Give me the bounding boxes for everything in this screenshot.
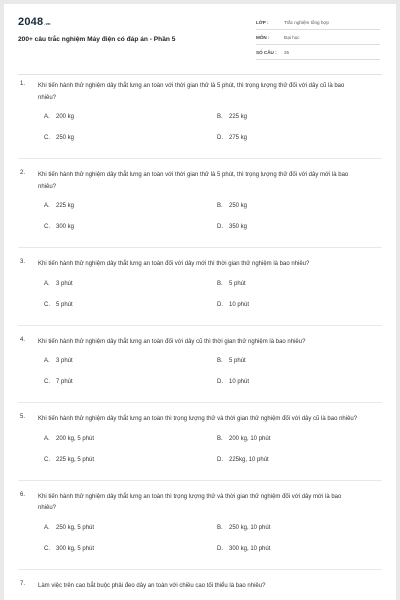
meta-value: Đại học — [284, 35, 300, 40]
option-text: 225kg, 10 phút — [229, 456, 269, 463]
question-text: Khi tiến hành thử nghiệm dây thắt lưng an toàn thì trọng lượng thử và thời gian thử nghiệm đối với dây mới là bao nhiêu? — [38, 493, 342, 511]
option-text: 3 phút — [56, 358, 73, 364]
question-item — [4, 81, 396, 159]
option-letter: D. — [217, 224, 223, 230]
option-letter: C. — [44, 456, 50, 463]
option-b[interactable] — [217, 436, 270, 442]
question-item — [4, 492, 396, 570]
option-letter: B. — [217, 435, 223, 442]
option-text: 225 kg — [229, 114, 248, 120]
option-letter: B. — [217, 524, 223, 531]
answer-options — [4, 436, 396, 480]
option-text: 5 phút — [229, 358, 246, 364]
logo-suffix: .vn — [44, 21, 51, 26]
option-letter: D. — [217, 135, 223, 141]
option-c[interactable] — [44, 302, 73, 308]
option-b[interactable] — [217, 114, 247, 120]
option-a[interactable] — [44, 525, 94, 531]
option-d[interactable] — [217, 546, 270, 552]
meta-value: 25 — [284, 50, 290, 55]
question-text: Làm việc trên cao bắt buộc phải đeo dây an toàn với chiều cao tối thiểu là bao nhiêu? — [38, 582, 266, 589]
option-text: 10 phút — [229, 379, 250, 385]
option-letter: D. — [217, 456, 223, 463]
option-a[interactable] — [44, 114, 74, 120]
question-number: 1. — [20, 81, 26, 87]
option-a[interactable] — [44, 203, 74, 209]
answer-options — [4, 358, 396, 402]
option-letter: A. — [44, 524, 50, 531]
option-text: 7 phút — [56, 379, 73, 385]
question-number: 5. — [20, 414, 26, 420]
question-item — [4, 170, 396, 248]
meta-label: LỚP : — [256, 20, 269, 25]
option-c[interactable] — [44, 546, 94, 552]
option-letter: A. — [44, 203, 50, 209]
option-letter: B. — [217, 203, 223, 209]
meta-value: Trắc nghiệm tổng hợp — [284, 20, 329, 25]
option-text: 200 kg, 5 phút — [56, 435, 95, 442]
option-text: 225 kg, 5 phút — [56, 456, 95, 463]
option-text: 350 kg — [229, 224, 248, 230]
question-list — [4, 81, 396, 592]
option-text: 300 kg, 5 phút — [56, 545, 95, 552]
option-letter: C. — [44, 301, 50, 308]
option-text: 3 phút — [56, 280, 73, 287]
question-number: 4. — [20, 336, 26, 343]
question-number: 2. — [20, 170, 26, 176]
option-letter: D. — [217, 301, 223, 308]
question-divider — [18, 247, 382, 248]
option-letter: C. — [44, 379, 50, 385]
option-letter: D. — [217, 379, 223, 385]
site-logo[interactable] — [18, 16, 51, 28]
option-c[interactable] — [44, 457, 94, 463]
question-number: 7. — [20, 580, 26, 587]
meta-row-subject — [256, 33, 380, 45]
worksheet-page — [4, 4, 396, 600]
option-c[interactable] — [44, 224, 74, 230]
logo-text: 2048 — [18, 16, 44, 28]
question-text: Khi tiến hành thử nghiệm dây thắt lưng an toàn đối với dây mới thì thời gian thử nghiệm là bao nhiêu? — [38, 261, 310, 267]
question-number: 3. — [20, 259, 26, 265]
question-text: Khi tiến hành thử nghiệm dây thắt lưng an toàn với thời gian thử là 5 phút, thì trọng lượng thử đối với dây cũ là bao nhiêu? — [38, 83, 345, 101]
option-d[interactable] — [217, 135, 247, 141]
question-text: Khi tiến hành thử nghiệm dây thắt lưng an toàn với thời gian thử là 5 phút, thì trọng lượng thử đối với dây mới là bao nhiêu? — [38, 172, 349, 190]
option-text: 300 kg — [56, 224, 75, 230]
question-item — [4, 259, 396, 326]
option-b[interactable] — [217, 281, 246, 287]
option-letter: C. — [44, 224, 50, 230]
option-text: 10 phút — [229, 301, 250, 308]
option-letter: B. — [217, 280, 223, 287]
option-text: 250 kg — [229, 203, 248, 209]
option-d[interactable] — [217, 379, 249, 385]
answer-options — [4, 281, 396, 325]
question-divider — [18, 325, 382, 326]
option-letter: B. — [217, 114, 223, 120]
question-divider — [18, 480, 382, 481]
answer-options — [4, 203, 396, 247]
option-letter: A. — [44, 114, 50, 120]
option-c[interactable] — [44, 135, 74, 141]
option-letter: B. — [217, 358, 223, 364]
meta-info — [256, 18, 380, 63]
option-letter: C. — [44, 135, 50, 141]
question-number: 6. — [20, 491, 26, 498]
option-text: 250 kg, 10 phút — [229, 524, 271, 531]
option-letter: A. — [44, 358, 50, 364]
option-a[interactable] — [44, 281, 73, 287]
option-letter: A. — [44, 280, 50, 287]
option-c[interactable] — [44, 379, 73, 385]
question-divider — [18, 158, 382, 159]
option-a[interactable] — [44, 436, 94, 442]
option-letter: A. — [44, 435, 50, 442]
option-text: 250 kg, 5 phút — [56, 524, 95, 531]
option-letter: C. — [44, 545, 50, 552]
meta-row-count — [256, 48, 380, 60]
document-title: 200+ câu trắc nghiệm Máy điện có đáp án - Phần 5 — [18, 36, 176, 43]
option-b[interactable] — [217, 203, 247, 209]
option-letter: D. — [217, 545, 223, 552]
option-text: 5 phút — [56, 301, 73, 308]
option-d[interactable] — [217, 302, 249, 308]
meta-label: SỐ CÂU : — [256, 50, 277, 55]
option-b[interactable] — [217, 358, 246, 364]
option-text: 5 phút — [229, 280, 246, 287]
option-d[interactable] — [217, 457, 269, 463]
option-text: 250 kg — [56, 135, 75, 141]
meta-row-class — [256, 18, 380, 30]
option-d[interactable] — [217, 224, 247, 230]
question-item — [4, 337, 396, 404]
header-divider — [18, 74, 382, 75]
answer-options — [4, 525, 396, 569]
question-text: Khi tiến hành thử nghiệm dây thắt lưng an toàn thì trọng lượng thử và thời gian thử nghiệm đối với dây cũ là bao nhiêu? — [38, 416, 358, 422]
answer-options — [4, 114, 396, 158]
question-item — [4, 414, 396, 481]
question-text: Khi tiến hành thử nghiệm dây thắt lưng an toàn đối với dây cũ thì thời gian thử nghiệm là bao nhiêu? — [38, 338, 306, 345]
option-text: 275 kg — [229, 135, 248, 141]
page-header — [4, 4, 396, 72]
question-item — [4, 581, 396, 593]
option-b[interactable] — [217, 525, 270, 531]
option-text: 200 kg, 10 phút — [229, 435, 271, 442]
option-text: 300 kg, 10 phút — [229, 545, 271, 552]
option-a[interactable] — [44, 358, 73, 364]
question-divider — [18, 402, 382, 403]
option-text: 200 kg — [56, 114, 75, 120]
question-divider — [18, 569, 382, 570]
meta-label: MÔN : — [256, 35, 270, 40]
option-text: 225 kg — [56, 203, 75, 209]
